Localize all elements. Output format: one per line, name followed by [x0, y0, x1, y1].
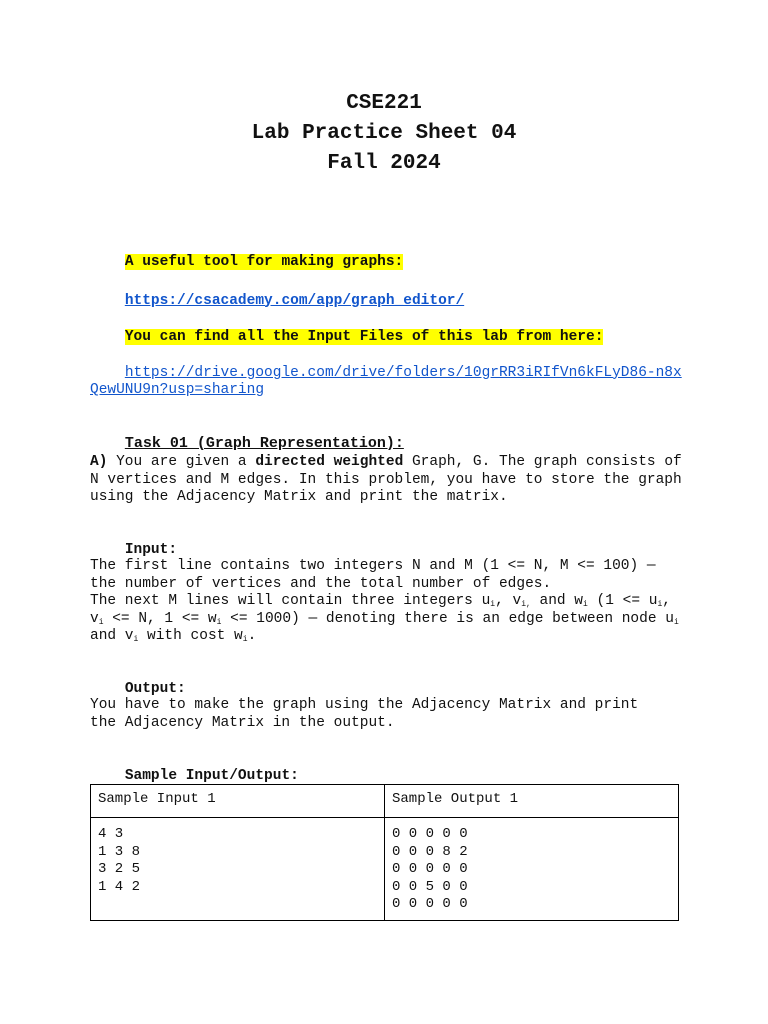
sample-output-cell: 0 0 0 0 0 0 0 0 8 2 0 0 0 0 0 0 0 5 0 0 0 0 0 0 0	[385, 818, 679, 921]
sample-heading: Sample Input/Output:	[124, 767, 299, 784]
course-code: CSE221	[346, 92, 422, 115]
sample-output-header: Sample Output 1	[385, 785, 679, 818]
part-label: A)	[90, 454, 108, 470]
task-intro	[90, 454, 690, 507]
sample-input-cell: 4 3 1 3 8 3 2 5 1 4 2	[91, 818, 385, 921]
table-row	[91, 818, 679, 921]
task-title: Task 01 (Graph Representation):	[124, 434, 404, 452]
inputs-link-block	[90, 347, 682, 417]
intro-text-2: Graph, G. The graph consists of N vertices and M edges. In this problem, you have to store the graph using the Adjacency Matrix and print the matrix.	[90, 454, 691, 505]
intro-bold: directed weighted	[255, 454, 404, 470]
input-line-1: The first line contains two integers N and M (1 <= N, M <= 100) — the number of vertices and the total number of edges.	[90, 558, 665, 592]
sample-io-table	[90, 784, 679, 921]
input-description	[90, 558, 686, 646]
tool-label: A useful tool for making graphs:	[124, 253, 404, 270]
output-heading: Output:	[124, 680, 186, 697]
sheet-title: Lab Practice Sheet 04	[251, 122, 517, 145]
drive-folder-link[interactable]: https://drive.google.com/drive/folders/10grRR3iRIfVn6kFLyD86-n8xQewUNU9n?usp=sharing	[90, 364, 682, 398]
output-description: You have to make the graph using the Adjacency Matrix and print the Adjacency Matrix in the output.	[90, 697, 647, 731]
input-heading: Input:	[124, 541, 178, 558]
table-header-row	[91, 785, 679, 818]
inputs-label: You can find all the Input Files of this lab from here:	[124, 328, 604, 345]
intro-text-1: You are given a	[107, 454, 256, 470]
graph-editor-link[interactable]: https://csacademy.com/app/graph_editor/	[124, 292, 465, 309]
term-title: Fall 2024	[327, 152, 441, 175]
sample-input-header: Sample Input 1	[91, 785, 385, 818]
input-line-2: The next M lines will contain three integers $u_i$, $v_{i,}$ and $w_i$ ($1 <= u_i$, $v_i <= N$, $1 <= w_i <= 1000$) — denoting there is an edge between node $u_i$ and $v_i$ with cost $w_i$.	[90, 593, 688, 644]
